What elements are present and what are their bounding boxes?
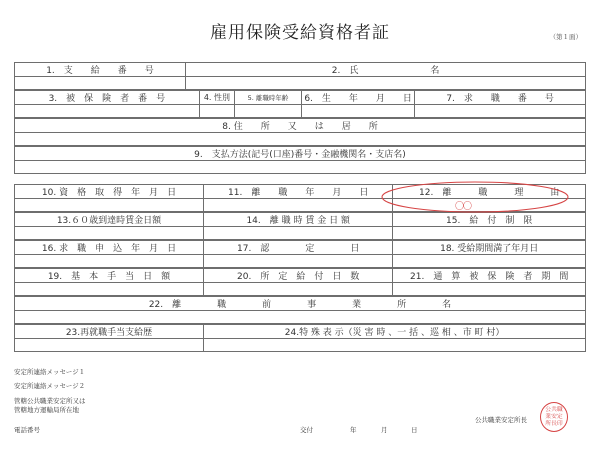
row-1: [14, 62, 586, 77]
field-label-separation-reason: 12. 離 職 理 由: [392, 184, 586, 199]
field-value-name: [185, 77, 586, 90]
field-label-payment-number: 1. 支 給 番 号: [14, 62, 186, 77]
field-label-daily-basic-allowance: 19. 基 本 手 当 日 額: [14, 268, 204, 283]
field-label-job-seeker-number: 7. 求 職 番 号: [414, 90, 586, 105]
office-message-2: 安定所連絡メッセージ２: [14, 382, 86, 390]
document-title: 雇用保険受給資格者証: [210, 23, 390, 43]
field-value-insured-period: [392, 283, 586, 296]
row-7: [14, 240, 586, 255]
office-message-1: 安定所連絡メッセージ１: [14, 368, 86, 376]
field-value-benefit-days: [203, 283, 393, 296]
issuer-name: 公共職業安定所長: [475, 416, 527, 424]
field-value-application-date: [14, 255, 204, 268]
row-2: [14, 90, 586, 105]
field-value-insured-number: [14, 105, 200, 118]
field-label-qualification-date: 10. 資 格 取 得 年 月 日: [14, 184, 204, 199]
field-value-wage-at-60: [14, 227, 204, 240]
issued-label: 交付: [300, 426, 313, 434]
row-10: [14, 324, 586, 339]
official-seal: [540, 402, 568, 432]
field-label-address: 8. 住 所 又 は 居 所: [14, 118, 586, 133]
field-value-separation-date: [203, 199, 393, 212]
field-label-name: 2. 氏 名: [185, 62, 586, 77]
field-value-benefit-restriction: [392, 227, 586, 240]
office-line-2: 管轄地方運輸局所在地: [14, 406, 79, 414]
field-label-wage-at-separation: 14. 離 職 時 賃 金 日 額: [203, 212, 393, 227]
field-label-special-notes: 24.特 殊 表 示（災 害 時 、一 括 、巡 相 、市 町 村）: [203, 324, 586, 339]
row-4: [14, 146, 586, 161]
page-number: （第１面）: [549, 33, 582, 41]
field-value-daily-basic-allowance: [14, 283, 204, 296]
field-value-birth-date: [301, 105, 415, 118]
field-value-former-employer: [14, 311, 586, 324]
field-value-gender: [199, 105, 235, 118]
field-value-address: [14, 133, 586, 146]
issued-month-label: 月: [381, 426, 388, 434]
row-8: [14, 268, 586, 283]
field-value-age-at-separation: [234, 105, 302, 118]
issued-day-label: 日: [411, 426, 418, 434]
field-value-special-notes: [203, 339, 586, 352]
field-value-job-seeker-number: [414, 105, 586, 118]
field-label-former-employer: 22. 離 職 前 事 業 所 名: [14, 296, 586, 311]
field-value-reemployment-history: [14, 339, 204, 352]
field-label-application-date: 16. 求 職 申 込 年 月 日: [14, 240, 204, 255]
highlight-oval: [380, 180, 570, 214]
seal-line-1: 公共職: [545, 406, 563, 413]
field-value-certification-day: [203, 255, 393, 268]
field-label-benefit-restriction: 15. 給 付 制 限: [392, 212, 586, 227]
field-label-certification-day: 17. 認 定 日: [203, 240, 393, 255]
field-value-payment-method: [14, 161, 586, 174]
row-9: [14, 296, 586, 311]
field-label-insured-period: 21. 通 算 被 保 険 者 期 間: [392, 268, 586, 283]
field-label-benefit-period-end: 18. 受給期間満了年月日: [392, 240, 586, 255]
phone-label: 電話番号: [14, 426, 40, 434]
field-label-birth-date: 6. 生 年 月 日: [301, 90, 415, 105]
row-6: [14, 212, 586, 227]
field-label-wage-at-60: 13.６０歳到達時賃金日額: [14, 212, 204, 227]
field-label-reemployment-history: 23.再就職手当支給歴: [14, 324, 204, 339]
field-value-payment-number: [14, 77, 186, 90]
field-label-gender: 4. 性別: [199, 90, 235, 105]
issued-year-label: 年: [350, 426, 357, 434]
field-value-wage-at-separation: [203, 227, 393, 240]
row-3: [14, 118, 586, 133]
seal-line-2: 業安定: [545, 413, 563, 420]
field-label-age-at-separation: 5. 離職時年齢: [234, 90, 302, 105]
field-label-payment-method: 9. 支払方法(記号(口座)番号・金融機関名・支店名): [14, 146, 586, 161]
office-line-1: 管轄公共職業安定所又は: [14, 397, 86, 405]
field-label-insured-number: 3. 被 保 険 者 番 号: [14, 90, 200, 105]
seal-line-3: 所長印: [545, 420, 563, 427]
field-value-benefit-period-end: [392, 255, 586, 268]
separation-reason-marks: 〇〇: [455, 202, 472, 212]
field-label-benefit-days: 20. 所 定 給 付 日 数: [203, 268, 393, 283]
field-label-separation-date: 11. 離 職 年 月 日: [203, 184, 393, 199]
field-value-qualification-date: [14, 199, 204, 212]
